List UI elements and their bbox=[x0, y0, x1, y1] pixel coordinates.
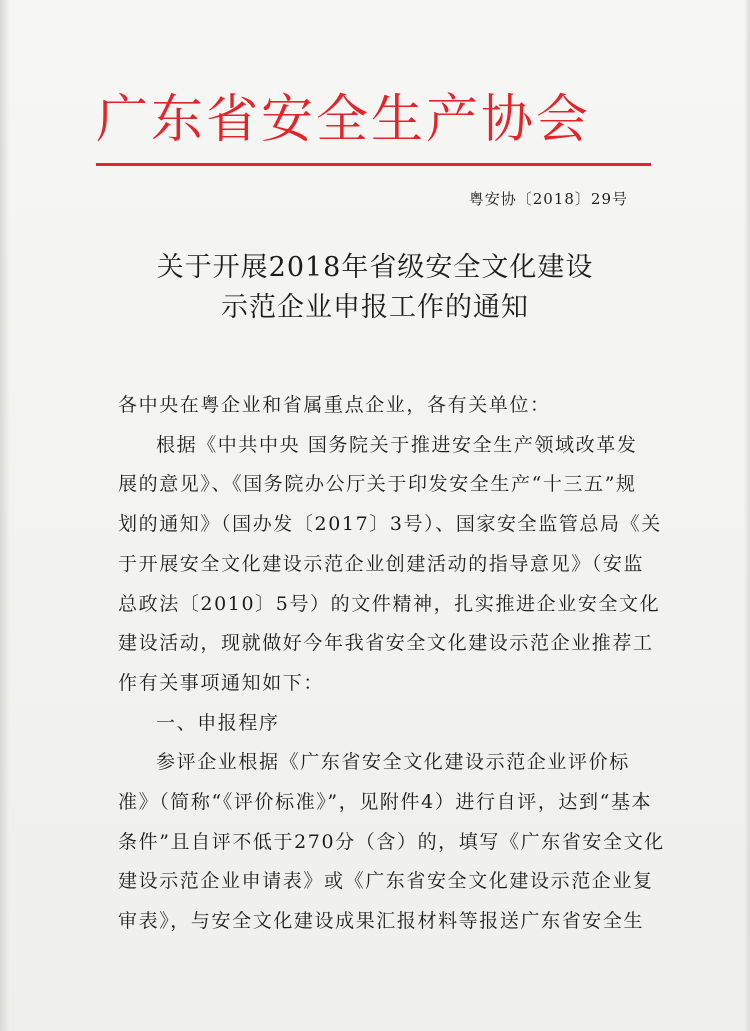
document-number: 粤安协〔2018〕29号 bbox=[468, 190, 628, 208]
body-line: 审表》，与安全文化建设成果汇报材料等报送广东省安全生 bbox=[118, 910, 645, 933]
letterhead-red-rule bbox=[96, 163, 651, 166]
body-line: 总政法〔2010〕5号）的文件精神，扎实推进企业安全文化 bbox=[118, 592, 661, 615]
body-line: 准》（简称“《评价标准》”，见附件4）进行自评，达到“基本 bbox=[118, 791, 653, 814]
salutation: 各中央在粤企业和省属重点企业，各有关单位： bbox=[118, 394, 551, 416]
body-line: 作有关事项通知如下： bbox=[118, 671, 325, 694]
document-title bbox=[90, 248, 660, 328]
title-line-2: 示范企业申报工作的通知 bbox=[221, 292, 529, 323]
body-line: 建设示范企业申请表》或《广东省安全文化建设示范企业复 bbox=[118, 870, 654, 893]
title-line-1: 关于开展2018年省级安全文化建设 bbox=[156, 252, 594, 283]
body-line: 参评企业根据《广东省安全文化建设示范企业评价标 bbox=[156, 751, 630, 774]
document-body bbox=[118, 386, 665, 942]
scan-edge-shadow-left bbox=[0, 0, 10, 1031]
body-line: 建设活动，现就做好今年我省安全文化建设示范企业推荐工 bbox=[118, 632, 654, 655]
body-line: 于开展安全文化建设示范企业创建活动的指导意见》（安监 bbox=[118, 552, 645, 575]
body-line: 根据《中共中央 国务院关于推进安全生产领域改革发 bbox=[156, 433, 638, 456]
body-line: 展的意见》、《国务院办公厅关于印发安全生产“十三五”规 bbox=[118, 473, 637, 496]
body-line: 划的通知》（国办发〔2017〕3号）、国家安全监管总局《关 bbox=[118, 513, 662, 536]
section-heading: 一、申报程序 bbox=[156, 711, 280, 734]
scan-edge-shadow-right bbox=[744, 0, 750, 1031]
body-line: 条件”且自评不低于270分（含）的，填写《广东省安全文化 bbox=[118, 830, 665, 853]
letterhead-organization: 广东省安全生产协会 bbox=[96, 90, 592, 150]
